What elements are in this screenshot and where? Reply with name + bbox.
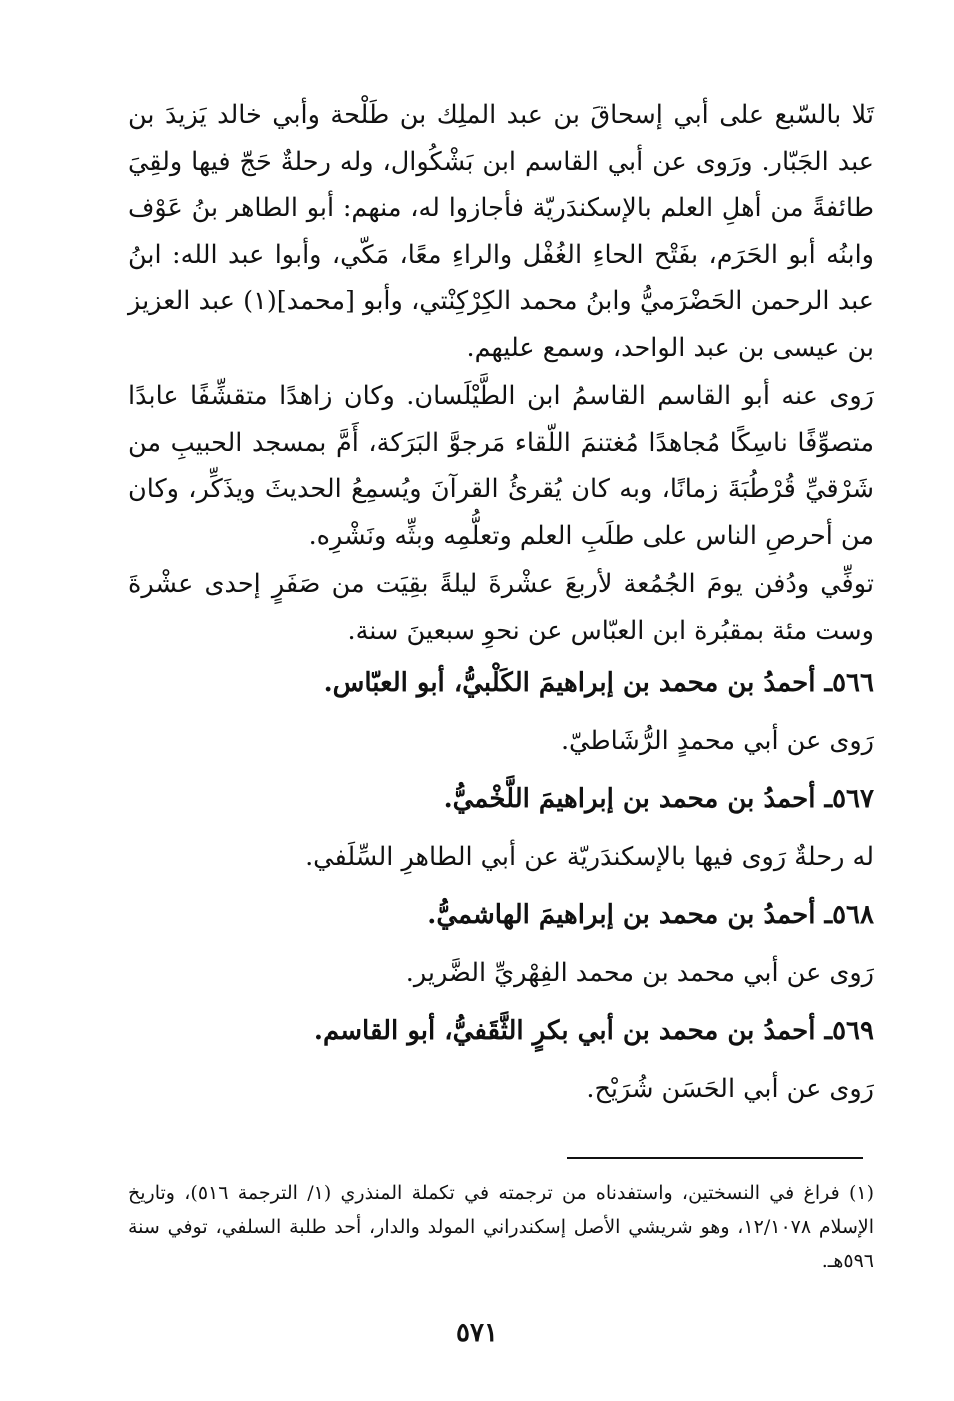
entry-body: رَوى عن أبي محمدٍ الرُّشَاطيّ. xyxy=(560,726,874,756)
paragraph-1: تَلا بالسّبع على أبي إسحاقَ بن عبد الملِك بن طَلْحة وأبي خالد يَزيدَ بن عبد الجَبّار. ورَوى عن أبي القاسم ابن بَشْكُوال، وله رحلةٌ حَجّ فيها ولقِيَ طائفةً من أهلِ العلم بالإسكندَريّة فأجازوا له، منهم: أبو الطاهر بنُ عَوْف وابنُه أبو الحَرَم، بفَتْح الحاءِ الغُفْل والراءِ معًا، مَكّي، وأبوا عبد الله: ابنُ عبد الرحمن الحَضْرَميُّ وابنُ محمد الكِرْكِنْتي، وأبو [محمد](١) عبد العزيز بن عيسى بن عبد الواحد، وسمع عليهم. xyxy=(128,100,874,363)
page-number: ٥٧١ xyxy=(456,1318,498,1348)
entry-body: له رحلةٌ رَوى فيها بالإسكندَريّة عن أبي الطاهرِ السِّلَفي. xyxy=(305,842,874,872)
entry-566 xyxy=(128,654,874,770)
entry-568 xyxy=(128,886,874,1002)
entry-heading: ٥٦٩ـ أحمدُ بن محمد بن أبي بكرٍ الثَّقَفيُّ، أبو القاسم. xyxy=(313,1016,874,1046)
paragraph-2: رَوى عنه أبو القاسم القاسمُ ابن الطَّيْلَسان. وكان زاهدًا متقشِّفًا عابدًا متصوِّفًا ناسِكًا مُجاهدًا مُغتنمَ اللّقاء مَرجوَّ البَرَكة، أَمَّ بمسجد الحبيبِ من شَرْقيِّ قُرْطُبَةَ زمانًا، وبه كان يُقرئُ القرآنَ ويُسمِعُ الحديثَ ويذَكِّر، وكان من أحرصِ الناس على طلَبِ العلم وتعلُّمِه وبثِّه ونَشْرِه. xyxy=(128,381,874,551)
main-text xyxy=(128,92,874,1118)
entry-heading: ٥٦٦ـ أحمدُ بن محمد بن إبراهيمَ الكَلْبيُّ، أبو العبّاس. xyxy=(323,668,874,698)
entry-heading: ٥٦٨ـ أحمدُ بن محمد بن إبراهيمَ الهاشميُّ. xyxy=(427,900,874,930)
paragraph-3: توفِّي ودُفن يومَ الجُمُعة لأربعَ عشْرةَ ليلةً بقِيَت من صَفَرٍ إحدى عشْرةَ وست مئة بمقبُرة ابن العبّاس عن نحوِ سبعينَ سنة. xyxy=(128,569,874,646)
entry-567 xyxy=(128,770,874,886)
entry-body: رَوى عن أبي محمد بن محمد الفِهْريِّ الضَّرير. xyxy=(405,958,874,988)
entry-body: رَوى عن أبي الحَسَن شُرَيْح. xyxy=(586,1074,874,1104)
footnote: (١) فراغ في النسختين، واستفدناه من ترجمته في تكملة المنذري (١/ الترجمة ٥١٦)، وتاريخ الإسلام ١٢/١٠٧٨، وهو شريشي الأصل إسكندراني المولد والدار، أحد طلبة السلفي، توفي سنة ٥٩٦هـ. xyxy=(128,1182,874,1272)
footnote-divider xyxy=(567,1157,863,1159)
entry-569 xyxy=(128,1002,874,1118)
entry-heading: ٥٦٧ـ أحمدُ بن محمد بن إبراهيمَ اللَّخْميُّ. xyxy=(443,784,874,814)
